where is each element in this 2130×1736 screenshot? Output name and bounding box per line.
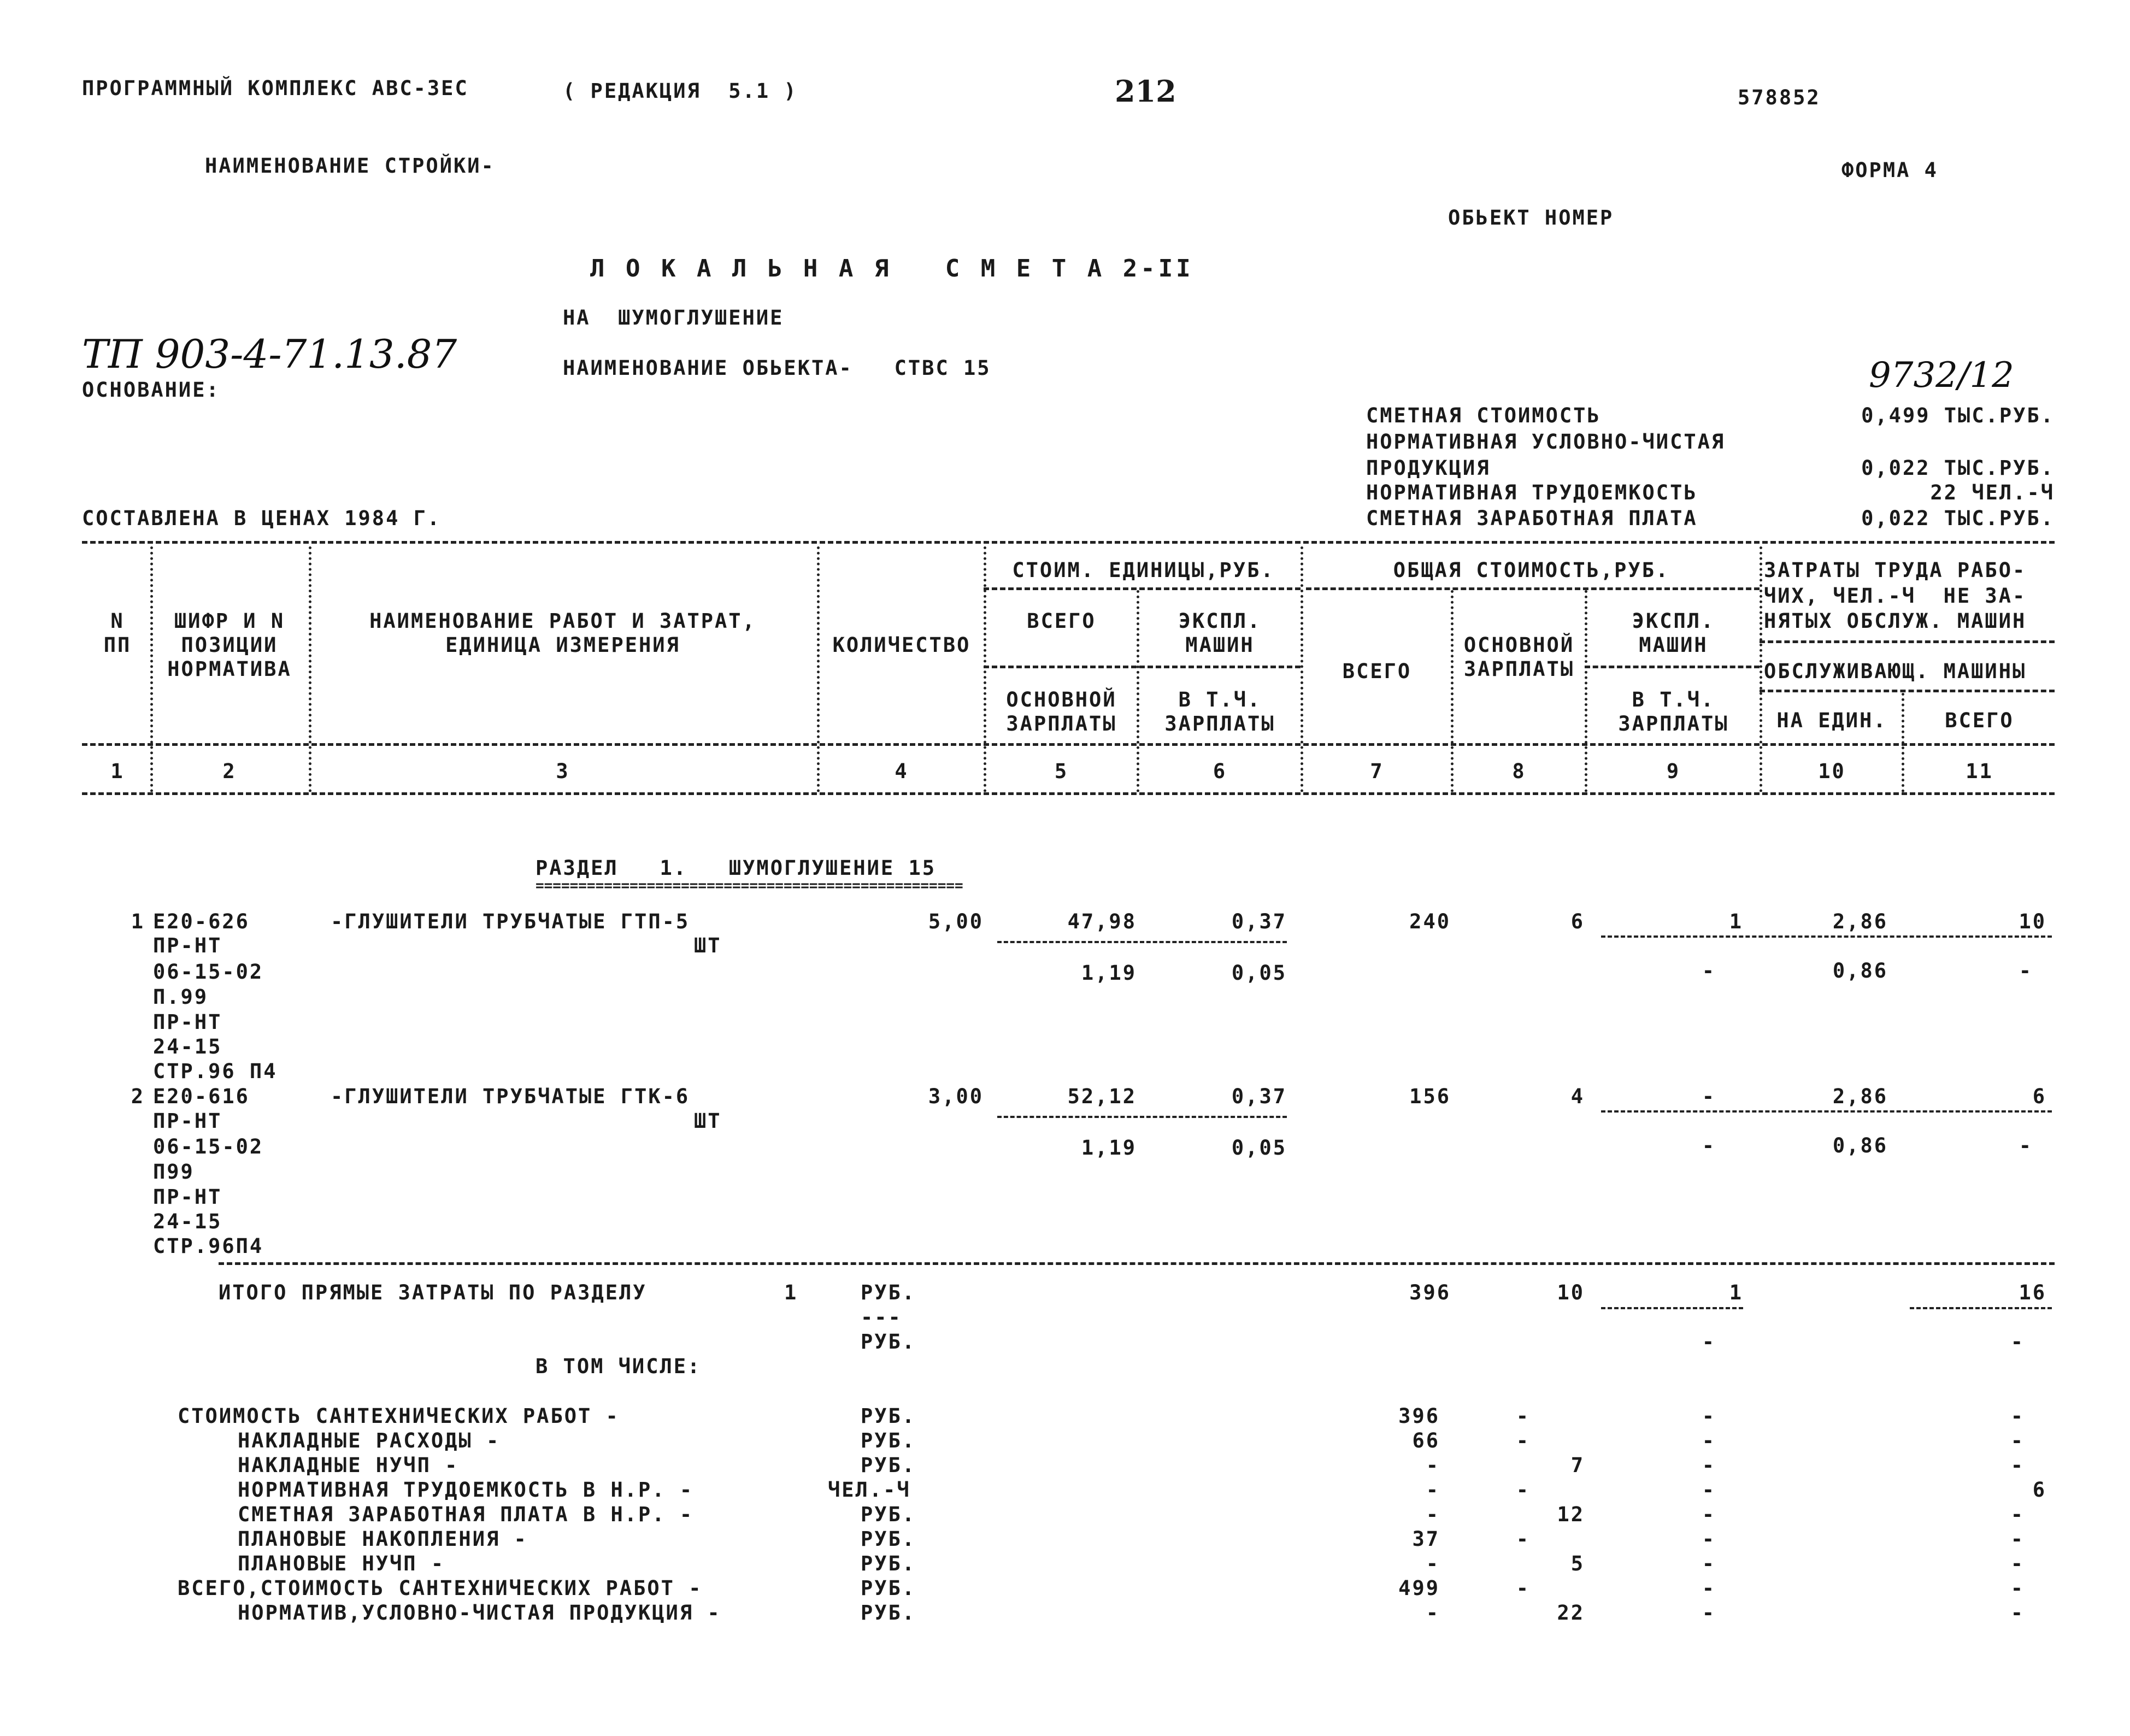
object-number-label: ОБЬЕКТ НОМЕР [1448,206,1614,229]
row-code: П99 [153,1160,195,1184]
breakdown-wages: - [1516,1478,1530,1502]
prices-year: СОСТАВЛЕНА В ЦЕНАХ 1984 Г. [82,507,442,530]
summary-label: НОРМАТИВНАЯ ТРУДОЕМКОСТЬ [1366,481,1698,504]
breakdown-labor: - [2010,1404,2025,1428]
row-unit-machine-wages: 0,05 [1231,961,1287,985]
row-rule [1601,1110,2052,1113]
col-header-total-machine-wages: В Т.Ч. [1632,688,1715,711]
col-number: 2 [222,760,237,783]
section-underline: ================================================== [536,878,963,894]
section-total-labor: 16 [2019,1281,2046,1304]
row-total-wages: 6 [1570,910,1585,933]
row-total-machine: 1 [1729,910,1743,933]
col-header-code: НОРМАТИВА [167,657,292,681]
breakdown-wages: - [1516,1576,1530,1600]
column-divider [1760,546,1762,792]
breakdown-machine: - [1702,1404,1716,1428]
breakdown-machine: - [1702,1601,1716,1625]
col-number: 8 [1512,760,1526,783]
row-code: СТР.96 П4 [153,1060,278,1083]
row-unit-machine: 0,37 [1231,910,1287,933]
breakdown-machine: - [1702,1478,1716,1502]
breakdown-unit: РУБ. [861,1503,916,1526]
row-total: 240 [1409,910,1451,933]
summary-value: 0,499 ТЫС.РУБ. [1861,404,2055,427]
row-unit: ШТ [694,1109,722,1133]
col-header-per-unit: НА ЕДИН. [1776,709,1887,732]
table-numbers-rule [82,792,2055,795]
row-unit-wages: 1,19 [1081,961,1137,985]
summary-label: ПРОДУКЦИЯ [1366,456,1491,480]
breakdown-label: СМЕТНАЯ ЗАРАБОТНАЯ ПЛАТА В Н.Р. - [238,1503,694,1526]
section-total-unit: РУБ. [861,1330,916,1354]
col-number: 4 [895,760,909,783]
unit-sub-rule [984,666,1301,668]
breakdown-labor: - [2010,1503,2025,1526]
breakdown-label: НАКЛАДНЫЕ НУЧП - [238,1453,459,1477]
col-number: 6 [1213,760,1227,783]
col-number: 1 [110,760,125,783]
breakdown-label: СТОИМОСТЬ САНТЕХНИЧЕСКИХ РАБОТ - [178,1404,620,1428]
col-header-labor: ЧИХ, ЧЕЛ.-Ч НЕ ЗА- [1764,584,2027,608]
summary-label: СМЕТНАЯ СТОИМОСТЬ [1366,404,1601,427]
col-header-total-wages: ЗАРПЛАТЫ [1463,657,1575,681]
breakdown-unit: РУБ. [861,1429,916,1452]
row-total-machine: - [1702,1085,1716,1108]
breakdown-labor: - [2010,1601,2025,1625]
row-number: 2 [131,1085,145,1108]
breakdown-wages: 12 [1557,1503,1585,1526]
row-unit-machine: 0,37 [1231,1085,1287,1108]
handwritten-basis: ТП 903-4-71.13.87 [82,331,457,377]
col-header-total-machine-wages: ЗАРПЛАТЫ [1618,712,1729,735]
row-code: ПР-НТ [153,1185,222,1209]
breakdown-unit: РУБ. [861,1552,916,1575]
section-total-label: ИТОГО ПРЯМЫЕ ЗАТРАТЫ ПО РАЗДЕЛУ [219,1281,647,1304]
col-header-total-machine: МАШИН [1639,633,1708,657]
col-number: 5 [1054,760,1069,783]
breakdown-machine: - [1702,1503,1716,1526]
row-labor-per-unit-b: 0,86 [1832,959,1888,982]
summary-label: СМЕТНАЯ ЗАРАБОТНАЯ ПЛАТА [1366,507,1698,530]
breakdown-label: ВСЕГО,СТОИМОСТЬ САНТЕХНИЧЕСКИХ РАБОТ - [178,1576,703,1600]
col-header-name: НАИМЕНОВАНИЕ РАБОТ И ЗАТРАТ, [369,609,756,633]
breakdown-label: НОРМАТИВНАЯ ТРУДОЕМКОСТЬ В Н.Р. - [238,1478,694,1502]
row-rule [997,941,1287,943]
table-header-rule [82,743,2055,746]
breakdown-labor: 6 [2032,1478,2046,1502]
handwritten-reference: 9732/12 [1869,355,2014,396]
row-rule [1601,1307,1743,1309]
breakdown-unit: РУБ. [861,1453,916,1477]
row-code: 06-15-02 [153,1135,264,1158]
section-total-unit: РУБ. [861,1281,916,1304]
summary-value: 0,022 ТЫС.РУБ. [1861,507,2055,530]
labor-rule [1760,690,2055,692]
page-number: 212 [1115,74,1176,109]
section-total-machine-wages: - [1702,1330,1716,1354]
col-number: 11 [1966,760,1993,783]
section-total-wages: 10 [1557,1281,1585,1304]
row-unit-total: 52,12 [1067,1085,1137,1108]
row-labor-total-b: - [2019,1134,2033,1157]
column-divider [817,546,820,792]
breakdown-labor: - [2010,1429,2025,1452]
col-header-labor: ЗАТРАТЫ ТРУДА РАБО- [1764,558,2027,582]
row-labor-per-unit: 2,86 [1832,1085,1888,1108]
breakdown-unit: РУБ. [861,1601,916,1625]
row-unit-total: 47,98 [1067,910,1137,933]
breakdown-machine: - [1702,1552,1716,1575]
row-quantity: 3,00 [928,1085,984,1108]
section-total-machine: 1 [1729,1281,1743,1304]
breakdown-label: ПЛАНОВЫЕ НАКОПЛЕНИЯ - [238,1527,528,1551]
col-header-unit-machine-wages: ЗАРПЛАТЫ [1164,712,1275,735]
table-top-rule [82,541,2055,544]
breakdown-total: 37 [1412,1527,1440,1551]
row-number: 1 [131,910,145,933]
row-rule [1910,1307,2052,1309]
row-unit-machine-wages: 0,05 [1231,1136,1287,1160]
breakdown-unit: РУБ. [861,1576,916,1600]
col-header-unit-machine: МАШИН [1185,633,1255,657]
breakdown-unit: РУБ. [861,1527,916,1551]
row-code: 24-15 [153,1035,222,1058]
row-code: ПР-НТ [153,1109,222,1133]
row-code: ПР-НТ [153,934,222,957]
page-title: Л О К А Л Ь Н А Я С М Е Т А 2-II [590,255,1194,283]
row-code: Е20-616 [153,1085,250,1108]
row-total: 156 [1409,1085,1451,1108]
breakdown-labor: - [2010,1453,2025,1477]
row-labor-total: 6 [2032,1085,2046,1108]
breakdown-machine: - [1702,1527,1716,1551]
breakdown-total: - [1426,1601,1440,1625]
col-header-unit-machine-wages: В Т.Ч. [1178,688,1262,711]
col-group-unit-cost: СТОИМ. ЕДИНИЦЫ,РУБ. [1012,558,1275,582]
breakdown-labor: - [2010,1552,2025,1575]
section-total-number: 1 [784,1281,798,1304]
col-header-labor-total: ВСЕГО [1945,709,2014,732]
including-label: В ТОМ ЧИСЛЕ: [536,1355,702,1378]
col-header-unit-wages: ЗАРПЛАТЫ [1006,712,1117,735]
breakdown-wages: - [1516,1429,1530,1452]
col-header-n: N [110,609,125,633]
row-rule [1601,935,2052,938]
col-header-name: ЕДИНИЦА ИЗМЕРЕНИЯ [445,633,680,657]
col-number: 7 [1370,760,1384,783]
summary-value: 0,022 ТЫС.РУБ. [1861,456,2055,480]
col-number: 10 [1818,760,1846,783]
breakdown-total: - [1426,1503,1440,1526]
section-total-sum: 396 [1409,1281,1451,1304]
breakdown-total: 66 [1412,1429,1440,1452]
col-header-total-wages: ОСНОВНОЙ [1463,633,1575,657]
breakdown-label: НАКЛАДНЫЕ РАСХОДЫ - [238,1429,501,1452]
total-group-rule [1306,587,1760,590]
breakdown-total: - [1426,1478,1440,1502]
col-header-code: ПОЗИЦИИ [181,633,278,657]
form-number: ФОРМА 4 [1841,158,1938,182]
basis-label: ОСНОВАНИЕ: [82,378,220,402]
row-rule [997,1116,1287,1118]
row-total-machine-wages: - [1702,959,1716,982]
col-group-total-cost: ОБЩАЯ СТОИМОСТЬ,РУБ. [1393,558,1670,582]
row-labor-per-unit: 2,86 [1832,910,1888,933]
breakdown-machine: - [1702,1576,1716,1600]
breakdown-labor: - [2010,1527,2025,1551]
section-total-labor-b: - [2010,1330,2025,1354]
row-code: 24-15 [153,1210,222,1233]
row-labor-total: 10 [2019,910,2046,933]
row-code: Е20-626 [153,910,250,933]
breakdown-wages: - [1516,1404,1530,1428]
col-header-unit-machine: ЭКСПЛ. [1178,609,1262,633]
labor-rule [1760,640,2055,643]
breakdown-wages: 7 [1570,1453,1585,1477]
col-header-unit-wages: ОСНОВНОЙ [1006,688,1117,711]
breakdown-unit: ЧЕЛ.-Ч [828,1478,911,1502]
construction-label: НАИМЕНОВАНИЕ СТРОЙКИ- [205,154,495,178]
col-number: 3 [556,760,570,783]
row-labor-per-unit-b: 0,86 [1832,1134,1888,1157]
summary-value: 22 ЧЕЛ.-Ч [1930,481,2055,504]
breakdown-machine: - [1702,1453,1716,1477]
breakdown-wages: 22 [1557,1601,1585,1625]
col-header-unit-total: ВСЕГО [1027,609,1096,633]
breakdown-total: 499 [1398,1576,1440,1600]
breakdown-total: - [1426,1453,1440,1477]
breakdown-total: - [1426,1552,1440,1575]
row-name: -ГЛУШИТЕЛИ ТРУБЧАТЫЕ ГТП-5 [331,910,690,933]
row-code: ПР-НТ [153,1010,222,1034]
row-name: -ГЛУШИТЕЛИ ТРУБЧАТЫЕ ГТК-6 [331,1085,690,1108]
summary-label: НОРМАТИВНАЯ УСЛОВНО-ЧИСТАЯ [1366,430,1726,454]
breakdown-wages: - [1516,1527,1530,1551]
breakdown-label: ПЛАНОВЫЕ НУЧП - [238,1552,445,1575]
row-quantity: 5,00 [928,910,984,933]
breakdown-total: 396 [1398,1404,1440,1428]
row-code: СТР.96П4 [153,1234,264,1258]
col-header-labor: ОБСЛУЖИВАЮЩ. МАШИНЫ [1764,660,2027,683]
edition: ( РЕДАКЦИЯ 5.1 ) [563,79,798,103]
row-code: 06-15-02 [153,960,264,984]
unit-group-rule [984,587,1301,590]
breakdown-unit: РУБ. [861,1404,916,1428]
row-labor-total-b: - [2019,959,2033,982]
row-unit: ШТ [694,934,722,957]
row-unit-wages: 1,19 [1081,1136,1137,1160]
page-subtitle: НА ШУМОГЛУШЕНИЕ [563,306,784,329]
machine-sub-rule [1585,666,1760,668]
row-total-machine-wages: - [1702,1134,1716,1157]
section-total-rule [219,1262,2055,1265]
row-code: П.99 [153,985,209,1009]
breakdown-label: НОРМАТИВ,УСЛОВНО-ЧИСТАЯ ПРОДУКЦИЯ - [238,1601,721,1625]
section-title: РАЗДЕЛ 1. ШУМОГЛУШЕНИЕ 15 [536,856,937,880]
col-header-quantity: КОЛИЧЕСТВО [832,633,971,657]
col-number: 9 [1666,760,1681,783]
breakdown-wages: 5 [1570,1552,1585,1575]
col-header-total: ВСЕГО [1342,660,1412,683]
col-header-total-machine: ЭКСПЛ. [1632,609,1715,633]
col-header-code: ШИФР И N [174,609,285,633]
col-header-labor: НЯТЫХ ОБСЛУЖ. МАШИН [1764,609,2027,633]
row-total-wages: 4 [1570,1085,1585,1108]
col-header-n: ПП [103,633,132,657]
breakdown-machine: - [1702,1429,1716,1452]
doc-code: 578852 [1738,86,1821,109]
object-name: НАИМЕНОВАНИЕ ОБЬЕКТА- СТВС 15 [563,356,991,380]
program-name: ПРОГРАММНЫЙ КОМПЛЕКС АВС-3ЕС [82,76,469,100]
column-divider [984,546,986,792]
breakdown-labor: - [2010,1576,2025,1600]
column-divider [309,546,311,792]
